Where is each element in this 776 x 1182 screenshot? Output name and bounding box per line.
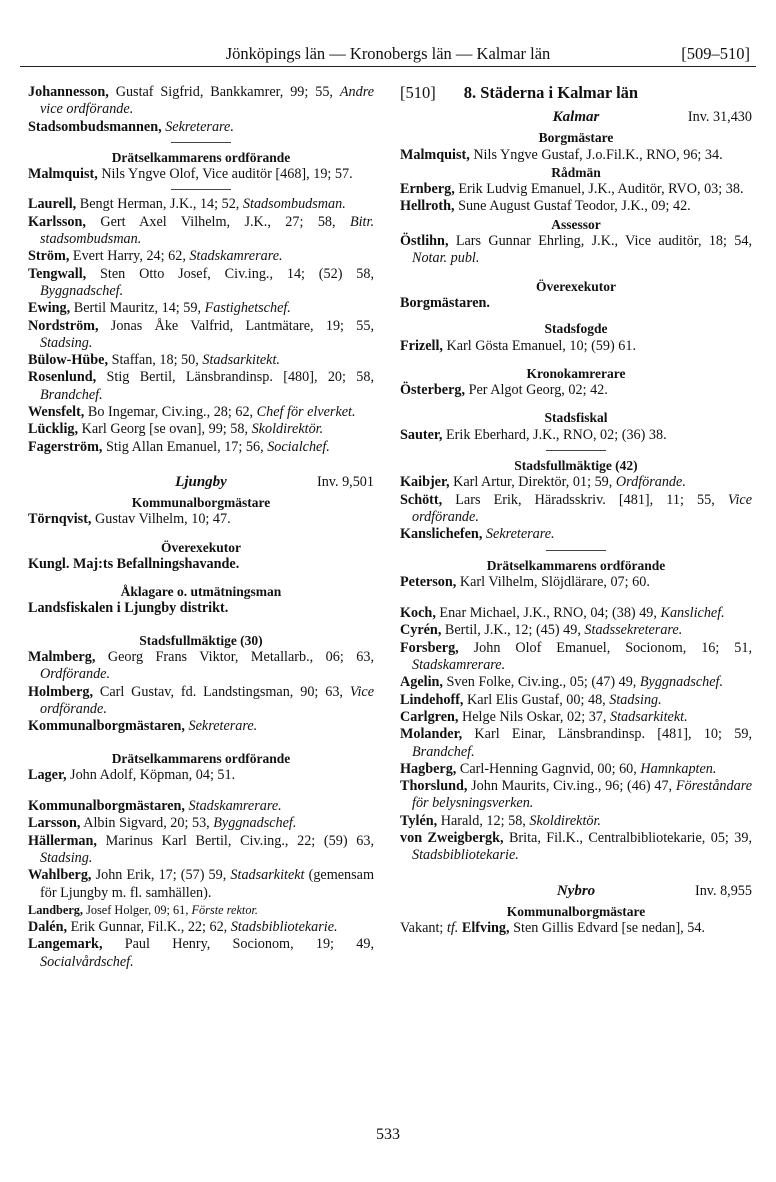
person-role: Sekreterare. [188, 718, 258, 735]
person-name: Landberg, [28, 902, 84, 917]
section-heading: Överexekutor [536, 278, 616, 294]
town-inventory: Inv. 8,955 [694, 882, 752, 899]
town-inventory: Inv. 31,430 [687, 109, 752, 126]
section-heading: Kommunalborgmästare [131, 494, 271, 510]
person-role: Stadssekreterare. [584, 622, 683, 639]
person-role: Byggnadschef. [40, 282, 124, 299]
directory-entry [400, 382, 752, 399]
spacer [28, 784, 374, 798]
person-role: Notar. publ. [412, 250, 480, 267]
person-name: Sauter, [400, 426, 443, 443]
person-name: Stadsombudsmannen, [28, 118, 162, 135]
person-role: Skoldirektör. [251, 421, 324, 438]
person-role: Stadskamrerare. [188, 798, 282, 815]
person-details: Bertil, J.K., 12; (45) 49, [441, 622, 585, 639]
person-details: Karl Elis Gustaf, 00; 48, [463, 691, 610, 708]
directory-entry [28, 798, 374, 815]
person-details: Erik Gunnar, Fil.K., 22; 62, [67, 919, 231, 936]
directory-entry [400, 920, 752, 937]
person-role: Stadsarkitekt. [610, 708, 688, 725]
person-details: Helge Nils Oskar, 02; 37, [458, 708, 610, 725]
directory-entry [28, 300, 374, 317]
left-column [28, 84, 374, 971]
person-name: Schött, [400, 491, 443, 508]
person-details: Karl Vilhelm, Slöjdlärare, 07; 60. [456, 573, 650, 590]
person-role: Sekreterare. [485, 526, 555, 543]
overexekutor-text: Borgmästaren. [400, 294, 490, 311]
person-role: Ordförande. [40, 666, 111, 683]
directory-entry [400, 778, 752, 813]
person-name: Hällerman, [28, 832, 97, 849]
directory-entry [28, 833, 374, 868]
person-role: Bitr. stadsombudsman. [40, 213, 374, 248]
person-role: Stadsing. [40, 849, 93, 866]
person-name: Kommunalborgmästaren, [28, 798, 185, 815]
person-name: Lindehoff, [400, 691, 464, 708]
entry-prefix: Vakant; [400, 919, 447, 936]
person-name: Peterson, [400, 573, 457, 590]
directory-entry [28, 369, 374, 404]
person-role: Byggnadschef. [213, 815, 297, 832]
person-name: Tylén, [400, 812, 438, 829]
person-details: Gert Axel Vilhelm, J.K., 27; 58, [85, 213, 350, 230]
spacer [400, 399, 752, 409]
person-role: Stadsarkitekt [230, 867, 305, 884]
person-name: Lücklig, [28, 421, 79, 438]
person-name: Forsberg, [400, 639, 459, 656]
person-details: Paul Henry, Socionom, 19; 49, [102, 936, 374, 953]
directory-entry [28, 767, 374, 784]
person-details: Erik Ludvig Emanuel, J.K., Auditör, RVO, 03; 38. [454, 181, 744, 198]
directory-entry [28, 214, 374, 249]
directory-entry [400, 726, 752, 761]
person-details: Sten Gillis Edvard [se nedan], 54. [509, 919, 706, 936]
directory-entry [28, 421, 374, 438]
section-heading: Kronokamrerare [526, 365, 626, 381]
person-details: Jonas Åke Valfrid, Lantmätare, 19; 55, [98, 317, 374, 334]
person-details: Josef Holger, 09; 61, [83, 902, 192, 917]
directory-entry [400, 427, 752, 444]
person-details: Karl Georg [se ovan], 99; 58, [78, 421, 252, 438]
directory-entry [400, 640, 752, 675]
person-name: Ernberg, [400, 181, 455, 198]
section-heading: Assessor [551, 216, 601, 232]
directory-entry [400, 526, 752, 543]
person-role: Stadsbibliotekarie. [230, 919, 338, 936]
person-name: Langemark, [28, 936, 103, 953]
person-details: Carl-Henning Gagnvid, 00; 60, [456, 760, 641, 777]
directory-entry [28, 248, 374, 265]
directory-entry [400, 338, 752, 355]
spacer [400, 312, 752, 320]
person-name: Frizell, [400, 337, 443, 354]
section-heading: Åklagare o. utmätningsman [120, 584, 282, 600]
person-role: Vice ordförande. [40, 683, 374, 717]
directory-entry [28, 84, 374, 119]
person-role: Chef för elverket. [256, 404, 356, 421]
section-heading: Stadsfullmäktige (42) [514, 458, 638, 474]
section-heading: Överexekutor [161, 539, 241, 555]
overexekutor-text: Kungl. Maj:ts Befallningshavande. [28, 555, 240, 572]
directory-entry [400, 709, 752, 726]
section-heading: Stadsfiskal [544, 410, 608, 426]
person-details: Brita, Fil.K., Centralbibliotekarie, 05; 39, [503, 829, 752, 846]
person-role: Föreståndare för belysningsverken. [412, 778, 752, 812]
person-role: Sekreterare. [165, 118, 234, 135]
person-name: Laurell, [28, 196, 77, 213]
directory-entry [28, 352, 374, 369]
person-name: Wensfelt, [28, 404, 85, 421]
person-name: Törnqvist, [28, 511, 92, 528]
separator-rule [546, 450, 606, 451]
person-name: Kommunalborgmästaren, [28, 718, 185, 735]
person-name: Carlgren, [400, 708, 459, 725]
section-heading: Stadsfogde [544, 321, 608, 337]
person-role: Andre vice ordförande. [40, 84, 374, 118]
directory-entry [400, 830, 752, 865]
person-name: Rosenlund, [28, 369, 97, 386]
person-details: Sven Folke, Civ.ing., 05; (47) 49, [442, 674, 640, 691]
person-details: Bo Ingemar, Civ.ing., 28; 62, [84, 404, 257, 421]
person-name: Koch, [400, 605, 436, 622]
directory-entry [28, 318, 374, 353]
person-details: Nils Yngve Gustaf, J.o.Fil.K., RNO, 96; 34. [469, 146, 723, 163]
section-heading: Rådmän [551, 164, 601, 180]
section-heading: Drätselkammarens ordförande [486, 557, 666, 573]
person-details: Lars Erik, Häradsskriv. [481], 11; 55, [442, 491, 728, 508]
directory-entry [400, 198, 752, 215]
person-role: Stadsing. [609, 691, 662, 708]
person-name: Kanslichefen, [400, 526, 483, 543]
section-range: [509–510] [681, 44, 750, 63]
page-number: 533 [376, 1126, 400, 1143]
person-role: Brandchef. [40, 386, 103, 403]
section-heading: Stadsfullmäktige (30) [139, 632, 263, 648]
person-role: Stadskamrerare. [412, 657, 506, 674]
person-name: Malmquist, [28, 166, 98, 183]
town-inventory: Inv. 9,501 [316, 473, 374, 490]
section-number: [510] [400, 83, 436, 102]
person-details: Enar Michael, J.K., RNO, 04; (38) 49, [435, 605, 661, 622]
town-name: Nybro [556, 882, 596, 899]
directory-entry [400, 574, 752, 591]
directory-entry [400, 674, 752, 691]
person-role: Stadskamrerare. [189, 248, 283, 265]
section-heading: Drätselkammarens ordförande [111, 750, 291, 766]
person-name: Nordström, [28, 317, 99, 334]
spacer [28, 618, 374, 632]
person-details: Sten Otto Josef, Civ.ing., 14; (52) 58, [86, 265, 374, 282]
aklagare-text: Landsfiskalen i Ljungby distrikt. [28, 600, 229, 617]
directory-entry [400, 233, 752, 268]
overexekutor [28, 556, 374, 573]
town-header [400, 109, 752, 129]
separator-rule [546, 550, 606, 551]
person-name: Fagerström, [28, 438, 103, 455]
spacer [28, 456, 374, 470]
person-details: Nils Yngve Olof, Vice auditör [468], 19; 57. [97, 166, 353, 183]
person-name: Hagberg, [400, 760, 457, 777]
spacer [400, 355, 752, 365]
town-header [400, 883, 752, 903]
running-header [20, 42, 756, 67]
directory-entry [28, 166, 374, 183]
spacer [400, 591, 752, 605]
directory-entry [28, 936, 374, 971]
person-name: Larsson, [28, 815, 81, 832]
person-name: Ström, [28, 248, 70, 265]
directory-entry [400, 605, 752, 622]
section-heading: Drätselkammarens ordförande [111, 149, 291, 165]
person-name: Holmberg, [28, 683, 94, 700]
person-role: Skoldirektör. [529, 812, 601, 829]
person-name: Österberg, [400, 382, 466, 399]
person-details: John Erik, 17; (57) 59, [91, 867, 231, 884]
section-heading: Borgmästare [538, 130, 614, 146]
person-role: Brandchef. [412, 743, 475, 760]
person-details: Sune August Gustaf Teodor, J.K., 09; 42. [454, 198, 691, 215]
person-name: Ewing, [28, 300, 71, 317]
directory-entry [28, 119, 374, 136]
person-name: Kaibjer, [400, 474, 450, 491]
person-details: Karl Artur, Direktör, 01; 59, [449, 474, 616, 491]
person-role: Kanslichef. [660, 605, 725, 622]
person-role: Fastighetschef. [204, 300, 291, 317]
directory-entry [400, 761, 752, 778]
person-name: Bülow-Hübe, [28, 352, 109, 369]
person-name: Malmquist, [400, 146, 470, 163]
person-role: Stadsing. [40, 334, 93, 351]
person-details: Per Algot Georg, 02; 42. [465, 382, 608, 399]
section-heading: Kommunalborgmästare [506, 903, 646, 919]
entry-note: (gemensam för Ljungby m. fl. samhällen). [40, 867, 374, 901]
section-title [400, 84, 752, 101]
person-details: Carl Gustav, fd. Landstingsman, 90; 63, [93, 683, 350, 700]
person-name: Wahlberg, [28, 867, 92, 884]
town-header [28, 474, 374, 494]
spacer [28, 573, 374, 583]
person-details: Karl Gösta Emanuel, 10; (59) 61. [442, 337, 636, 354]
spacer [28, 736, 374, 750]
directory-entry [28, 815, 374, 832]
directory-entry [400, 622, 752, 639]
directory-entry [400, 147, 752, 164]
right-column [400, 84, 752, 937]
person-name: von Zweigbergk, [400, 829, 504, 846]
directory-entry [400, 813, 752, 830]
directory-entry [28, 439, 374, 456]
person-name: Johannesson, [28, 84, 109, 100]
directory-entry [28, 919, 374, 936]
directory-entry [28, 196, 374, 213]
person-role: Socialchef. [267, 438, 330, 455]
person-name: Lager, [28, 766, 67, 783]
person-role: Stadsombudsman. [242, 196, 346, 213]
directory-entry [400, 492, 752, 527]
aklagare [28, 600, 374, 617]
person-name: Agelin, [400, 674, 443, 691]
person-role: Vice ordförande. [412, 491, 752, 525]
person-details: Bertil Mauritz, 14; 59, [70, 300, 205, 317]
person-name: Elfving, [461, 919, 510, 936]
section-title-text: 8. Städerna i Kalmar län [463, 83, 639, 102]
person-details: Lars Gunnar Ehrling, J.K., Vice auditör, 18; 54, [448, 233, 752, 250]
spacer [28, 529, 374, 539]
person-name: Cyrén, [400, 622, 442, 639]
directory-entry [28, 867, 374, 902]
person-name: Dalén, [28, 919, 68, 936]
person-role: Socialvårdschef. [40, 953, 134, 970]
person-details: Erik Eberhard, J.K., RNO, 02; (36) 38. [442, 426, 667, 443]
person-details: John Adolf, Köpman, 04; 51. [66, 766, 236, 783]
town-name: Kalmar [552, 109, 600, 126]
town-name: Ljungby [175, 473, 227, 490]
person-details: Gustaf Sigfrid, Bankkamrer, 99; 55, [108, 84, 340, 100]
person-details: Georg Frans Viktor, Metallarb., 06; 63, [95, 649, 374, 666]
directory-entry [28, 649, 374, 684]
person-role: Byggnadschef. [639, 674, 724, 691]
spacer [400, 268, 752, 278]
person-details: John Maurits, Civ.ing., 96; (46) 47, [467, 778, 676, 795]
directory-entry [28, 266, 374, 301]
person-role: Stadsbibliotekarie. [412, 847, 519, 864]
person-details: Gustav Vilhelm, 10; 47. [91, 511, 231, 528]
person-role: Hamnkapten. [640, 760, 717, 777]
person-name: Hellroth, [400, 198, 455, 215]
directory-entry [28, 684, 374, 719]
person-details: Karl Einar, Länsbrandinsp. [481], 10; 59, [462, 726, 752, 743]
person-details: Evert Harry, 24; 62, [69, 248, 190, 265]
person-name: Malmberg, [28, 649, 96, 666]
directory-entry [400, 474, 752, 491]
directory-entry [400, 692, 752, 709]
separator-rule [171, 142, 231, 143]
person-name: Thorslund, [400, 778, 468, 795]
running-title: Jönköpings län — Kronobergs län — Kalmar län [225, 44, 551, 63]
directory-entry [28, 511, 374, 528]
person-details: Albin Sigvard, 20; 53, [80, 815, 214, 832]
directory-entry [400, 181, 752, 198]
overexekutor [400, 295, 752, 312]
person-name: Tengwall, [28, 265, 87, 282]
directory-entry [28, 718, 374, 735]
person-details: Stig Bertil, Länsbrandinsp. [480], 20; 58, [96, 369, 374, 386]
person-role: Ordförande. [615, 474, 686, 491]
person-details: Staffan, 18; 50, [108, 352, 203, 369]
person-role: Stadsarkitekt. [202, 352, 280, 369]
person-name: Karlsson, [28, 213, 86, 230]
spacer [400, 865, 752, 879]
person-details: Harald, 12; 58, [437, 812, 530, 829]
person-name: Östlihn, [400, 233, 449, 250]
separator-rule [171, 189, 231, 190]
person-details: Stig Allan Emanuel, 17; 56, [102, 438, 268, 455]
person-details: John Olof Emanuel, Socionom, 16; 51, [458, 639, 752, 656]
person-details: Bengt Herman, J.K., 14; 52, [76, 196, 243, 213]
entry-tf: tf. [446, 919, 462, 936]
directory-entry [28, 902, 374, 919]
directory-entry [28, 404, 374, 421]
person-role: Förste rektor. [191, 902, 258, 917]
person-name: Molander, [400, 726, 463, 743]
person-details: Marinus Karl Bertil, Civ.ing., 22; (59) 63, [96, 832, 374, 849]
